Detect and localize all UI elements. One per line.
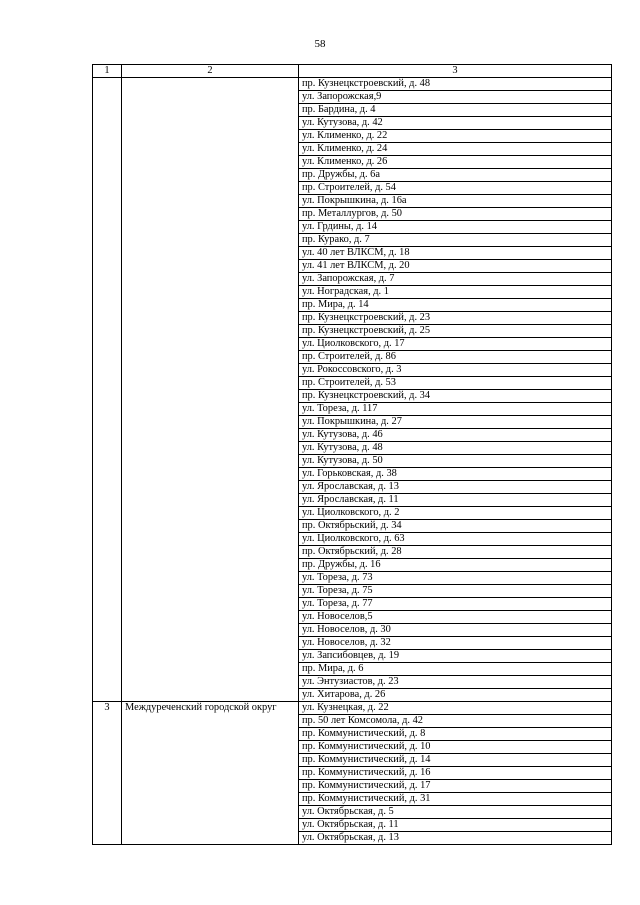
address-cell: ул. Кутузова, д. 42 <box>299 117 612 130</box>
table-row <box>93 546 612 559</box>
row-number-empty <box>93 442 122 455</box>
address-cell: пр. Коммунистический, д. 8 <box>299 728 612 741</box>
table-row <box>93 312 612 325</box>
district-name-empty <box>122 208 299 221</box>
address-cell: ул. Запсибовцев, д. 19 <box>299 650 612 663</box>
district-name-empty <box>122 468 299 481</box>
district-name-empty <box>122 728 299 741</box>
address-cell: ул. Октябрьская, д. 5 <box>299 806 612 819</box>
table-row <box>93 754 612 767</box>
district-name-empty <box>122 455 299 468</box>
row-number <box>93 78 122 91</box>
row-number-empty <box>93 312 122 325</box>
district-name-empty <box>122 585 299 598</box>
table-row <box>93 741 612 754</box>
row-number-empty <box>93 338 122 351</box>
district-name-empty <box>122 494 299 507</box>
address-cell: пр. Металлургов, д. 50 <box>299 208 612 221</box>
address-cell: пр. Коммунистический, д. 31 <box>299 793 612 806</box>
table-row <box>93 702 612 715</box>
row-number-empty <box>93 377 122 390</box>
row-number-empty <box>93 793 122 806</box>
table-row <box>93 130 612 143</box>
district-name-empty <box>122 507 299 520</box>
table-row <box>93 624 612 637</box>
address-cell: ул. Кузнецкая, д. 22 <box>299 702 612 715</box>
table-row <box>93 143 612 156</box>
page-number: 58 <box>314 38 326 50</box>
table-row <box>93 559 612 572</box>
address-cell: пр. Строителей, д. 54 <box>299 182 612 195</box>
table-row <box>93 416 612 429</box>
district-name-empty <box>122 663 299 676</box>
row-number-empty <box>93 832 122 845</box>
district-name-empty <box>122 143 299 156</box>
row-number-empty <box>93 598 122 611</box>
district-name-empty <box>122 780 299 793</box>
row-number-empty <box>93 364 122 377</box>
table-row <box>93 663 612 676</box>
table-row <box>93 728 612 741</box>
address-cell: пр. Строителей, д. 53 <box>299 377 612 390</box>
district-name-empty <box>122 533 299 546</box>
row-number-empty <box>93 663 122 676</box>
district-name-empty <box>122 689 299 702</box>
district-name-empty <box>122 234 299 247</box>
row-number-empty <box>93 117 122 130</box>
address-cell: ул. 41 лет ВЛКСМ, д. 20 <box>299 260 612 273</box>
table-row <box>93 676 612 689</box>
table-row <box>93 598 612 611</box>
district-name-empty <box>122 611 299 624</box>
table-row <box>93 780 612 793</box>
address-cell: ул. Покрышкина, д. 16а <box>299 195 612 208</box>
address-cell: пр. Бардина, д. 4 <box>299 104 612 117</box>
row-number-empty <box>93 689 122 702</box>
table-row <box>93 195 612 208</box>
table-row <box>93 806 612 819</box>
table-row <box>93 390 612 403</box>
table-row <box>93 351 612 364</box>
row-number-empty <box>93 273 122 286</box>
district-name-empty <box>122 715 299 728</box>
row-number-empty <box>93 429 122 442</box>
district-name-empty <box>122 793 299 806</box>
district-name-empty <box>122 156 299 169</box>
district-name-empty <box>122 182 299 195</box>
table-row <box>93 429 612 442</box>
district-name-empty <box>122 325 299 338</box>
district-name-empty <box>122 416 299 429</box>
district-name-empty <box>122 312 299 325</box>
district-name-empty <box>122 91 299 104</box>
district-name-empty <box>122 806 299 819</box>
table-row <box>93 793 612 806</box>
row-number-empty <box>93 533 122 546</box>
district-name-empty <box>122 377 299 390</box>
address-cell: ул. Ярославская, д. 13 <box>299 481 612 494</box>
table-row <box>93 468 612 481</box>
district-name-empty <box>122 351 299 364</box>
row-number-empty <box>93 169 122 182</box>
table-row <box>93 117 612 130</box>
row-number: 3 <box>93 702 122 715</box>
table-row <box>93 104 612 117</box>
address-cell: ул. Циолковского, д. 17 <box>299 338 612 351</box>
district-name-empty <box>122 819 299 832</box>
header-col-2: 2 <box>122 65 299 78</box>
table-row <box>93 247 612 260</box>
table-row <box>93 637 612 650</box>
address-cell: пр. Строителей, д. 86 <box>299 351 612 364</box>
table-row <box>93 273 612 286</box>
address-cell: ул. Энтузиастов, д. 23 <box>299 676 612 689</box>
district-name-empty <box>122 481 299 494</box>
district-name-empty <box>122 546 299 559</box>
row-number-empty <box>93 754 122 767</box>
table-row <box>93 507 612 520</box>
header-col-1: 1 <box>93 65 122 78</box>
row-number-empty <box>93 767 122 780</box>
row-number-empty <box>93 221 122 234</box>
row-number-empty <box>93 416 122 429</box>
district-name-empty <box>122 390 299 403</box>
address-cell: пр. Кузнецкстроевский, д. 34 <box>299 390 612 403</box>
row-number-empty <box>93 728 122 741</box>
district-name-empty <box>122 832 299 845</box>
district-name-empty <box>122 169 299 182</box>
address-cell: ул. Хитарова, д. 26 <box>299 689 612 702</box>
table-row <box>93 585 612 598</box>
address-table <box>92 64 612 845</box>
row-number-empty <box>93 585 122 598</box>
row-number-empty <box>93 611 122 624</box>
address-cell: пр. Мира, д. 6 <box>299 663 612 676</box>
row-number-empty <box>93 247 122 260</box>
row-number-empty <box>93 819 122 832</box>
address-cell: ул. Тореза, д. 117 <box>299 403 612 416</box>
address-cell: ул. Клименко, д. 24 <box>299 143 612 156</box>
address-cell: пр. Коммунистический, д. 17 <box>299 780 612 793</box>
address-cell: пр. Кузнецкстроевский, д. 23 <box>299 312 612 325</box>
row-number-empty <box>93 546 122 559</box>
district-name-empty <box>122 117 299 130</box>
address-cell: ул. Новоселов,5 <box>299 611 612 624</box>
address-cell: ул. 40 лет ВЛКСМ, д. 18 <box>299 247 612 260</box>
address-cell: пр. 50 лет Комсомола, д. 42 <box>299 715 612 728</box>
address-cell: ул. Октябрьская, д. 11 <box>299 819 612 832</box>
address-cell: ул. Циолковского, д. 2 <box>299 507 612 520</box>
address-cell: пр. Дружбы, д. 6а <box>299 169 612 182</box>
district-name-empty <box>122 598 299 611</box>
row-number-empty <box>93 325 122 338</box>
row-number-empty <box>93 208 122 221</box>
district-name-empty <box>122 572 299 585</box>
row-number-empty <box>93 676 122 689</box>
district-name-empty <box>122 754 299 767</box>
table-row <box>93 650 612 663</box>
table-row <box>93 91 612 104</box>
address-cell: ул. Запорожская,9 <box>299 91 612 104</box>
row-number-empty <box>93 806 122 819</box>
address-cell: ул. Кутузова, д. 46 <box>299 429 612 442</box>
table-row <box>93 234 612 247</box>
row-number-empty <box>93 481 122 494</box>
address-cell: пр. Октябрьский, д. 34 <box>299 520 612 533</box>
row-number-empty <box>93 299 122 312</box>
address-cell: ул. Ноградская, д. 1 <box>299 286 612 299</box>
table-row <box>93 156 612 169</box>
row-number-empty <box>93 624 122 637</box>
district-name-empty <box>122 364 299 377</box>
table-row <box>93 299 612 312</box>
table-row <box>93 364 612 377</box>
row-number-empty <box>93 182 122 195</box>
row-number-empty <box>93 572 122 585</box>
row-number-empty <box>93 104 122 117</box>
row-number-empty <box>93 715 122 728</box>
address-cell: пр. Кузнецкстроевский, д. 25 <box>299 325 612 338</box>
district-name-empty <box>122 676 299 689</box>
table-row <box>93 208 612 221</box>
table-row <box>93 715 612 728</box>
district-name-empty <box>122 741 299 754</box>
table-row <box>93 182 612 195</box>
address-cell: пр. Мира, д. 14 <box>299 299 612 312</box>
district-name-empty <box>122 767 299 780</box>
table-row <box>93 403 612 416</box>
table-row <box>93 286 612 299</box>
table-header-row <box>93 65 612 78</box>
district-name-empty <box>122 338 299 351</box>
address-cell: пр. Курако, д. 7 <box>299 234 612 247</box>
row-number-empty <box>93 143 122 156</box>
address-cell: ул. Октябрьская, д. 13 <box>299 832 612 845</box>
table-row <box>93 455 612 468</box>
table-row <box>93 819 612 832</box>
row-number-empty <box>93 520 122 533</box>
district-name-empty <box>122 299 299 312</box>
row-number-empty <box>93 403 122 416</box>
table-row <box>93 689 612 702</box>
row-number-empty <box>93 455 122 468</box>
district-name-empty <box>122 221 299 234</box>
table-row <box>93 260 612 273</box>
district-name-empty <box>122 559 299 572</box>
district-name-empty <box>122 624 299 637</box>
table-row <box>93 78 612 91</box>
row-number-empty <box>93 494 122 507</box>
row-number-empty <box>93 390 122 403</box>
address-cell: пр. Октябрьский, д. 28 <box>299 546 612 559</box>
header-col-3: 3 <box>299 65 612 78</box>
address-cell: ул. Тореза, д. 75 <box>299 585 612 598</box>
row-number-empty <box>93 468 122 481</box>
district-name-empty <box>122 104 299 117</box>
table-row <box>93 221 612 234</box>
address-cell: ул. Кутузова, д. 48 <box>299 442 612 455</box>
row-number-empty <box>93 156 122 169</box>
address-cell: ул. Тореза, д. 73 <box>299 572 612 585</box>
address-cell: ул. Ярославская, д. 11 <box>299 494 612 507</box>
row-number-empty <box>93 195 122 208</box>
row-number-empty <box>93 260 122 273</box>
district-name-empty <box>122 260 299 273</box>
district-name-empty <box>122 247 299 260</box>
address-cell: ул. Циолковского, д. 63 <box>299 533 612 546</box>
district-name <box>122 78 299 91</box>
address-cell: ул. Клименко, д. 22 <box>299 130 612 143</box>
district-name-empty <box>122 286 299 299</box>
district-name-empty <box>122 429 299 442</box>
address-cell: ул. Клименко, д. 26 <box>299 156 612 169</box>
row-number-empty <box>93 130 122 143</box>
address-cell: пр. Кузнецкстроевский, д. 48 <box>299 78 612 91</box>
address-cell: ул. Новоселов, д. 30 <box>299 624 612 637</box>
address-cell: ул. Запорожская, д. 7 <box>299 273 612 286</box>
district-name-empty <box>122 637 299 650</box>
table-row <box>93 767 612 780</box>
address-cell: ул. Кутузова, д. 50 <box>299 455 612 468</box>
row-number-empty <box>93 351 122 364</box>
district-name: Междуреченский городской округ <box>122 702 299 715</box>
district-name-empty <box>122 403 299 416</box>
table-row <box>93 494 612 507</box>
district-name-empty <box>122 442 299 455</box>
address-cell: ул. Покрышкина, д. 27 <box>299 416 612 429</box>
table-row <box>93 325 612 338</box>
table-row <box>93 520 612 533</box>
address-cell: пр. Коммунистический, д. 16 <box>299 767 612 780</box>
row-number-empty <box>93 286 122 299</box>
district-name-empty <box>122 650 299 663</box>
table-row <box>93 533 612 546</box>
address-cell: ул. Горьковская, д. 38 <box>299 468 612 481</box>
district-name-empty <box>122 273 299 286</box>
district-name-empty <box>122 195 299 208</box>
district-name-empty <box>122 520 299 533</box>
address-cell: ул. Рокоссовского, д. 3 <box>299 364 612 377</box>
address-cell: ул. Грдины, д. 14 <box>299 221 612 234</box>
row-number-empty <box>93 559 122 572</box>
table-row <box>93 572 612 585</box>
address-cell: ул. Тореза, д. 77 <box>299 598 612 611</box>
table-row <box>93 169 612 182</box>
address-cell: ул. Новоселов, д. 32 <box>299 637 612 650</box>
table-row <box>93 611 612 624</box>
address-cell: пр. Коммунистический, д. 14 <box>299 754 612 767</box>
table-row <box>93 832 612 845</box>
table-row <box>93 481 612 494</box>
table-row <box>93 377 612 390</box>
row-number-empty <box>93 234 122 247</box>
row-number-empty <box>93 507 122 520</box>
address-cell: пр. Коммунистический, д. 10 <box>299 741 612 754</box>
row-number-empty <box>93 637 122 650</box>
table-row <box>93 338 612 351</box>
row-number-empty <box>93 91 122 104</box>
district-name-empty <box>122 130 299 143</box>
row-number-empty <box>93 741 122 754</box>
row-number-empty <box>93 650 122 663</box>
address-cell: пр. Дружбы, д. 16 <box>299 559 612 572</box>
table-row <box>93 442 612 455</box>
row-number-empty <box>93 780 122 793</box>
